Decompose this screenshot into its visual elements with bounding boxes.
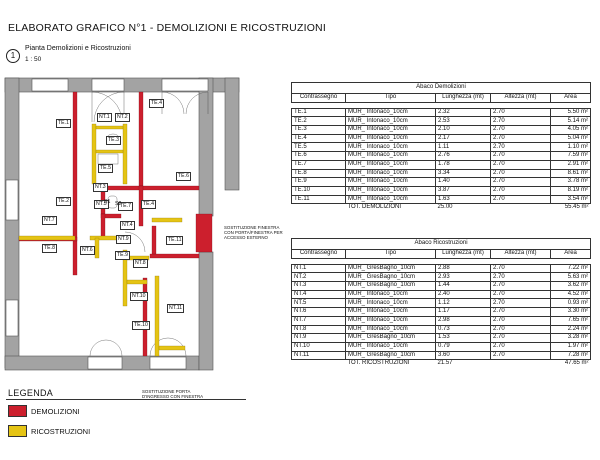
- tag-nt10: NT.10: [132, 293, 146, 299]
- table-cell: 1.12: [436, 299, 491, 308]
- table-row: [292, 290, 591, 299]
- tag-te11: TE.11: [168, 237, 182, 243]
- table-row: [292, 143, 591, 152]
- tag-te1: TE.1: [58, 120, 69, 126]
- table-cell: TE.1: [292, 108, 346, 117]
- table-cell: 8.19 m²: [551, 186, 591, 195]
- table-title: Abaco Ricostruzioni: [292, 239, 591, 250]
- table-cell: MUR_ Intonaco_10cm: [346, 126, 436, 135]
- tag-te4: TE.4: [143, 201, 154, 207]
- legend-demolition: DEMOLIZIONI: [8, 405, 80, 417]
- table-cell: NT.6: [292, 308, 346, 317]
- door-swings: [90, 92, 208, 356]
- table-row: [292, 108, 591, 117]
- table-cell: TE.5: [292, 143, 346, 152]
- table-cell: 2.76: [436, 152, 491, 161]
- table-cell: 2.70: [491, 186, 551, 195]
- table-cell: 3.87: [436, 186, 491, 195]
- table-cell: NT.8: [292, 325, 346, 334]
- table-cell: 2.53: [436, 117, 491, 126]
- table-cell: 0.93 m²: [551, 299, 591, 308]
- legend-divider: [6, 399, 246, 400]
- table-row: [292, 126, 591, 135]
- table-cell: 4.52 m²: [551, 290, 591, 299]
- table-cell: 2.70: [491, 126, 551, 135]
- table-cell: 0.79: [436, 342, 491, 351]
- tag-nt11: NT.11: [169, 305, 183, 311]
- table-cell: NT.10: [292, 342, 346, 351]
- column-header: Tipo: [346, 94, 436, 103]
- table-cell: MUR_ GresBagno_10cm: [346, 273, 436, 282]
- table-cell: NT.9: [292, 334, 346, 343]
- total-area: 47.65 m²: [564, 360, 589, 367]
- table-title-row: [292, 239, 591, 250]
- door-replacement-note: SOSTITUZIONE PORTA D'INGRESSO CON FINESTRA: [142, 389, 204, 400]
- table-row: [292, 264, 591, 273]
- table-cell: 5.50 m²: [551, 108, 591, 117]
- table-cell: 1.97 m²: [551, 342, 591, 351]
- table-cell: TE.4: [292, 134, 346, 143]
- table-cell: MUR_ GresBagno_10cm: [346, 264, 436, 273]
- table-row: [292, 178, 591, 187]
- table-cell: 2.70: [491, 290, 551, 299]
- tag-te5: TE.4: [151, 100, 162, 106]
- table-cell: MUR_ Intonaco_10cm: [346, 186, 436, 195]
- tag-te2: TE.2: [58, 198, 69, 204]
- total-blank: [491, 360, 551, 368]
- table-cell: MUR_ GresBagno_10cm: [346, 351, 436, 360]
- table-cell: MUR_ Intonaco_10cm: [346, 308, 436, 317]
- abaco-ricostruzioni-table: [291, 238, 591, 368]
- total-length: 25.00: [437, 204, 453, 211]
- table-cell: 2.70: [491, 160, 551, 169]
- legend-title: LEGENDA: [8, 388, 54, 398]
- table-cell: 3.78 m²: [551, 178, 591, 187]
- table-cell: 8.61 m²: [551, 169, 591, 178]
- table-cell: TE.10: [292, 186, 346, 195]
- table-row: [292, 342, 591, 351]
- table-cell: 2.70: [491, 152, 551, 161]
- table-cell: 2.32: [436, 108, 491, 117]
- column-header: Tipo: [346, 250, 436, 259]
- table-cell: 7.28 m²: [551, 351, 591, 360]
- table-cell: 2.70: [491, 334, 551, 343]
- table-cell: 2.70: [491, 273, 551, 282]
- table-row: [292, 273, 591, 282]
- column-header: Area: [551, 94, 591, 103]
- table-cell: 7.22 m²: [551, 264, 591, 273]
- tag-nt2: NT.2: [117, 114, 128, 120]
- openings: [6, 79, 208, 369]
- table-cell: 5.04 m²: [551, 134, 591, 143]
- table-row: [292, 351, 591, 360]
- table-cell: 2.70: [491, 282, 551, 291]
- table-row: [292, 308, 591, 317]
- table-cell: 3.54 m²: [551, 195, 591, 204]
- abaco-demolizioni-table: [291, 82, 591, 212]
- table-header-row: [292, 250, 591, 259]
- table-row: [292, 325, 591, 334]
- tag-te10: TE.10: [134, 322, 148, 328]
- table-cell: 2.70: [491, 351, 551, 360]
- table-cell: NT.5: [292, 299, 346, 308]
- table-cell: 1.78: [436, 160, 491, 169]
- table-cell: MUR_ Intonaco_10cm: [346, 316, 436, 325]
- table-row: [292, 160, 591, 169]
- table-cell: MUR_ Intonaco_10cm: [346, 195, 436, 204]
- tag-te9: TE.9: [117, 252, 128, 258]
- window-replacement-note: SOSTITUZIONE FINESTRA CON PORTA/FINESTRA PER ACCESSO ESTERNO: [224, 225, 283, 241]
- table-row: [292, 195, 591, 204]
- table-cell: MUR_ Intonaco_10cm: [346, 143, 436, 152]
- table-cell: 2.70: [491, 117, 551, 126]
- table-header-row: [292, 94, 591, 103]
- table-total-row: [292, 204, 591, 212]
- reconstruction-swatch: [8, 425, 27, 437]
- table-row: [292, 117, 591, 126]
- abaco-demolizioni-body: [292, 83, 591, 212]
- table-row: [292, 134, 591, 143]
- table-cell: MUR_ Intonaco_10cm: [346, 134, 436, 143]
- table-cell: 2.10: [436, 126, 491, 135]
- table-cell: TE.3: [292, 126, 346, 135]
- table-title-row: [292, 83, 591, 94]
- table-row: [292, 152, 591, 161]
- tag-te3: TE.3: [108, 137, 119, 143]
- table-cell: TE.9: [292, 178, 346, 187]
- tag-nt5: NT.5: [96, 201, 107, 207]
- table-cell: 2.70: [491, 178, 551, 187]
- table-cell: 2.70: [491, 325, 551, 334]
- table-cell: 2.70: [491, 308, 551, 317]
- table-cell: 2.40: [436, 290, 491, 299]
- table-row: [292, 299, 591, 308]
- table-cell: NT.7: [292, 316, 346, 325]
- tag-nt4: NT.4: [122, 222, 133, 228]
- tag-te5b: TE.5: [100, 165, 111, 171]
- table-cell: 2.91 m²: [551, 160, 591, 169]
- table-cell: 2.98: [436, 316, 491, 325]
- tag-te8: TE.8: [44, 245, 55, 251]
- column-header: Lunghezza (mt): [436, 94, 491, 103]
- table-cell: 7.65 m²: [551, 316, 591, 325]
- tag-nt9: NT.9: [118, 236, 129, 242]
- table-cell: TE.6: [292, 152, 346, 161]
- tag-nt7: NT.7: [44, 217, 55, 223]
- table-cell: 3.62 m²: [551, 282, 591, 291]
- table-cell: 7.59 m²: [551, 152, 591, 161]
- table-cell: MUR_ Intonaco_10cm: [346, 160, 436, 169]
- table-cell: MUR_ Intonaco_10cm: [346, 299, 436, 308]
- table-cell: 2.70: [491, 264, 551, 273]
- total-blank: [292, 360, 346, 368]
- table-cell: NT.3: [292, 282, 346, 291]
- total-length: 21.57: [437, 360, 453, 367]
- column-header: Contrassegno: [292, 94, 346, 103]
- column-header: Lunghezza (mt): [436, 250, 491, 259]
- table-cell: 2.70: [491, 195, 551, 204]
- table-cell: MUR_ Intonaco_10cm: [346, 290, 436, 299]
- total-blank: [292, 204, 346, 212]
- table-cell: 1.44: [436, 282, 491, 291]
- table-row: [292, 169, 591, 178]
- tag-nt1: NT.1: [99, 114, 110, 120]
- table-cell: MUR_ Intonaco_10cm: [346, 178, 436, 187]
- table-cell: MUR_ Intonaco_10cm: [346, 152, 436, 161]
- table-cell: 1.63: [436, 195, 491, 204]
- table-row: [292, 334, 591, 343]
- legend-reconstruction: RICOSTRUZIONI: [8, 425, 90, 437]
- table-cell: 1.17: [436, 308, 491, 317]
- table-cell: 2.70: [491, 299, 551, 308]
- table-cell: TE.11: [292, 195, 346, 204]
- table-title: Abaco Demolizioni: [292, 83, 591, 94]
- tag-s1: S1: [104, 199, 111, 205]
- tag-te7: TE.7: [120, 203, 131, 209]
- column-header: Area: [551, 250, 591, 259]
- table-cell: 3.28 m²: [551, 334, 591, 343]
- table-cell: TE.2: [292, 117, 346, 126]
- tag-s2: S2: [115, 201, 122, 207]
- table-cell: NT.4: [292, 290, 346, 299]
- table-cell: 4.05 m²: [551, 126, 591, 135]
- table-cell: 2.70: [491, 169, 551, 178]
- drawing-title: ELABORATO GRAFICO N°1 - DEMOLIZIONI E RICOSTRUZIONI: [8, 22, 326, 34]
- table-cell: TE.8: [292, 169, 346, 178]
- table-cell: 1.40: [436, 178, 491, 187]
- abaco-ricostruzioni-body: [292, 239, 591, 368]
- table-cell: MUR_ Intonaco_10cm: [346, 117, 436, 126]
- view-name: Pianta Demolizioni e Ricostruzioni: [25, 45, 131, 52]
- table-cell: NT.11: [292, 351, 346, 360]
- table-cell: NT.1: [292, 264, 346, 273]
- table-cell: 2.70: [491, 134, 551, 143]
- total-area: 55.45 m²: [564, 204, 589, 211]
- table-cell: 3.34: [436, 169, 491, 178]
- table-cell: 2.70: [491, 316, 551, 325]
- column-header: Altezza (mt): [491, 94, 551, 103]
- table-cell: MUR_ GresBagno_10cm: [346, 282, 436, 291]
- table-cell: 2.88: [436, 264, 491, 273]
- table-cell: MUR_ Intonaco_10cm: [346, 342, 436, 351]
- tag-nt6: NT.6: [82, 247, 93, 253]
- tag-nt8: NT.8: [135, 260, 146, 266]
- table-cell: 5.63 m²: [551, 273, 591, 282]
- column-header: Altezza (mt): [491, 250, 551, 259]
- table-cell: 2.70: [491, 342, 551, 351]
- table-cell: 2.17: [436, 134, 491, 143]
- table-cell: 1.53: [436, 334, 491, 343]
- table-row: [292, 186, 591, 195]
- view-number-badge: 1: [6, 49, 20, 63]
- total-label: TOT. DEMOLIZIONI: [347, 204, 402, 211]
- table-cell: MUR_ Intonaco_10cm: [346, 169, 436, 178]
- table-cell: MUR_ Intonaco_10cm: [346, 108, 436, 117]
- table-cell: 3.60: [436, 351, 491, 360]
- table-row: [292, 316, 591, 325]
- table-row: [292, 282, 591, 291]
- table-cell: 2.70: [491, 143, 551, 152]
- table-cell: 2.70: [491, 108, 551, 117]
- view-scale: 1 : 50: [25, 56, 42, 63]
- table-cell: 2.24 m²: [551, 325, 591, 334]
- table-cell: NT.2: [292, 273, 346, 282]
- table-cell: MUR_ Intonaco_10cm: [346, 325, 436, 334]
- table-cell: 0.73: [436, 325, 491, 334]
- table-cell: 2.93: [436, 273, 491, 282]
- demolition-swatch: [8, 405, 27, 417]
- table-cell: 1.11: [436, 143, 491, 152]
- tag-nt3: NT.3: [95, 184, 106, 190]
- table-total-row: [292, 360, 591, 368]
- tag-te6: TE.6: [178, 173, 189, 179]
- table-cell: 3.30 m²: [551, 308, 591, 317]
- total-blank: [491, 204, 551, 212]
- table-cell: TE.7: [292, 160, 346, 169]
- table-cell: MUR_ GresBagno_10cm: [346, 334, 436, 343]
- table-cell: 1.10 m²: [551, 143, 591, 152]
- total-label: TOT. RICOSTRUZIONI: [347, 360, 410, 367]
- column-header: Contrassegno: [292, 250, 346, 259]
- table-cell: 5.14 m²: [551, 117, 591, 126]
